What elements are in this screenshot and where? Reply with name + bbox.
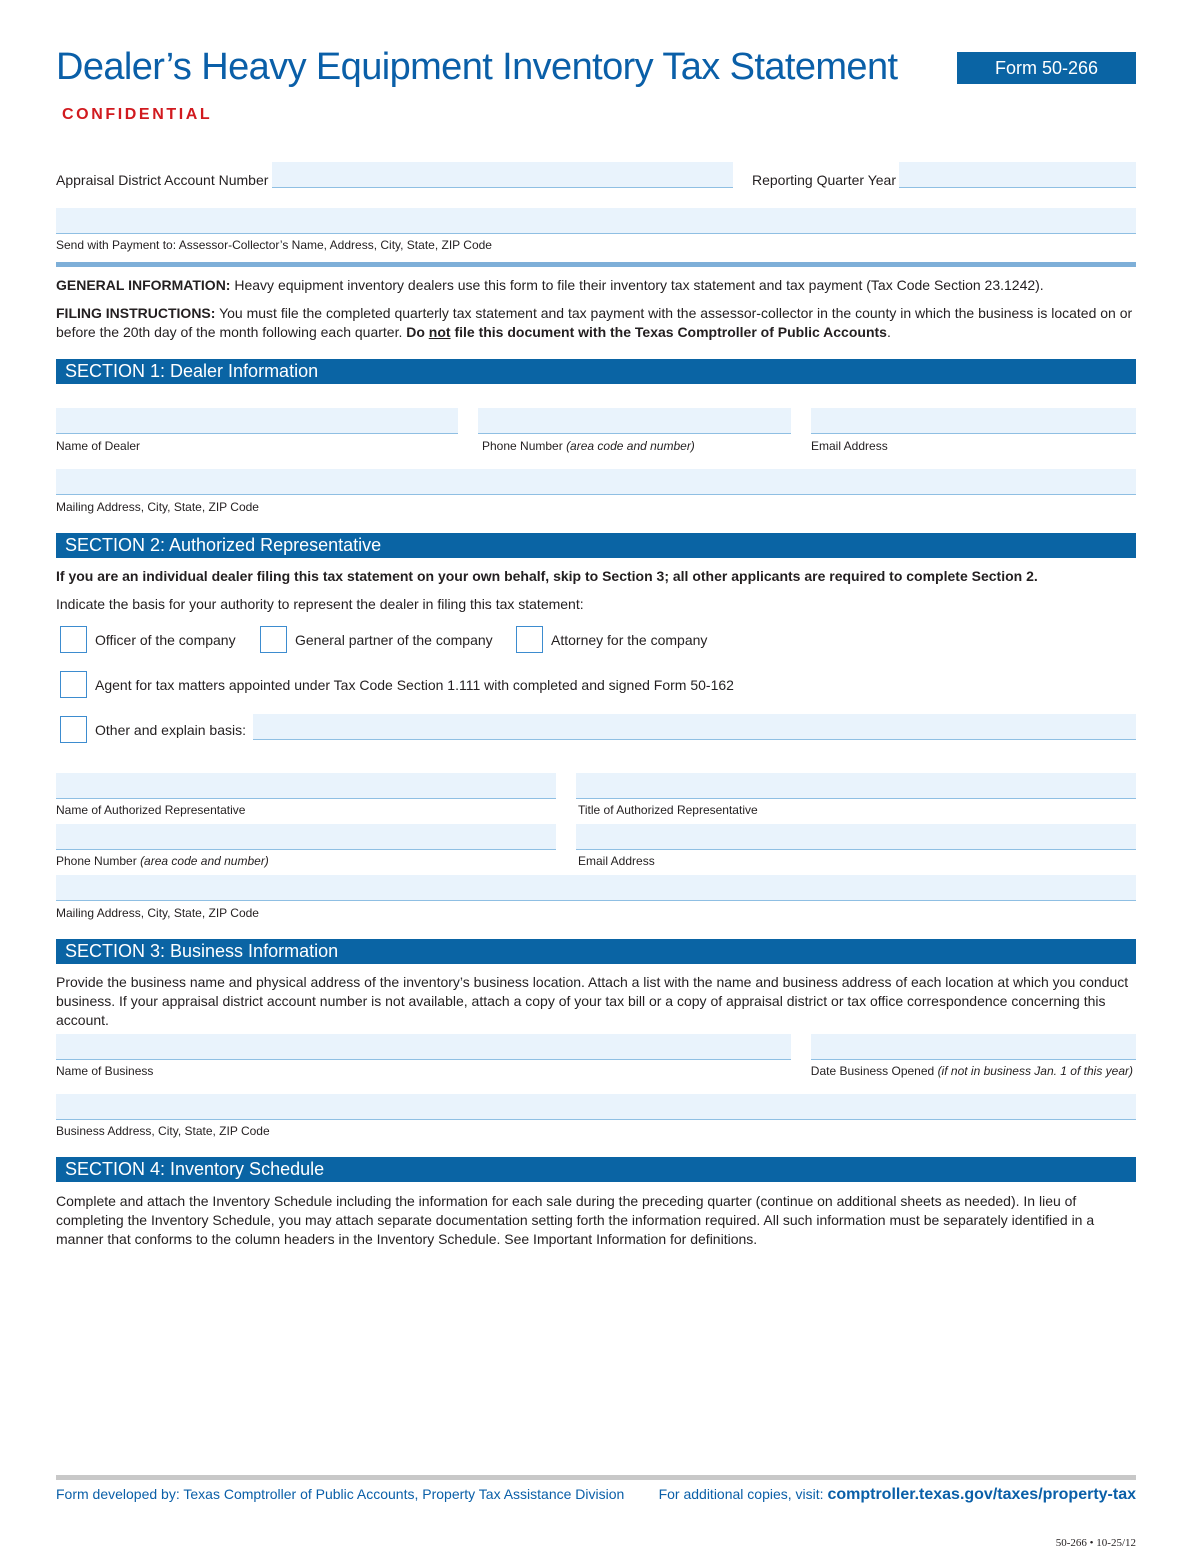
confidential-label: CONFIDENTIAL [62,106,213,123]
filing-do-text: Do [406,324,425,340]
officer-label: Officer of the company [95,632,236,648]
date-opened-hint: (if not in business Jan. 1 of this year) [937,1064,1133,1078]
filing-suffix-text: file this document with the Texas Comptroller of Public Accounts [454,324,887,340]
officer-checkbox[interactable] [60,626,87,653]
filing-instructions [56,304,1138,342]
section-2-header: SECTION 2: Authorized Representative [56,533,1136,558]
attorney-label: Attorney for the company [551,632,708,648]
form-revision-code: 50-266 • 10-25/12 [1055,1537,1136,1549]
business-address-label: Business Address, City, State, ZIP Code [56,1124,270,1138]
dealer-phone-hint: (area code and number) [566,439,695,453]
rep-mailing-input[interactable] [56,875,1136,901]
filing-not-text: not [428,324,451,340]
form-title: Dealer’s Heavy Equipment Inventory Tax Statement [56,46,898,88]
attorney-checkbox[interactable] [516,626,543,653]
dealer-email-input[interactable] [811,408,1136,434]
date-opened-input[interactable] [811,1034,1136,1060]
rep-phone-input[interactable] [56,824,556,850]
rep-name-label: Name of Authorized Representative [56,803,246,817]
rep-email-label: Email Address [578,854,655,868]
account-number-input[interactable] [272,162,733,188]
dealer-phone-input[interactable] [478,408,791,434]
section-2-instruction: If you are an individual dealer filing this tax statement on your own behalf, skip to Section 3; all other applicants are required to complete Section 2. [56,568,1038,584]
footer-divider [56,1475,1136,1480]
business-address-input[interactable] [56,1094,1136,1120]
rep-phone-label: Phone Number (area code and number) [56,854,269,868]
partner-label: General partner of the company [295,632,493,648]
send-payment-input[interactable] [56,208,1136,234]
dealer-mailing-input[interactable] [56,469,1136,495]
rep-mailing-label: Mailing Address, City, State, ZIP Code [56,906,259,920]
rep-title-input[interactable] [576,773,1136,799]
other-basis-input[interactable] [253,714,1136,740]
footer-developed-by: Form developed by: Texas Comptroller of Public Accounts, Property Tax Assistance Division [56,1486,625,1502]
partner-checkbox[interactable] [260,626,287,653]
form-number-badge: Form 50-266 [957,52,1136,84]
header-divider [56,262,1136,267]
section-3-header: SECTION 3: Business Information [56,939,1136,964]
dealer-name-label: Name of Dealer [56,439,141,453]
dealer-phone-label: Phone Number (area code and number) [482,439,695,453]
filing-instructions-heading: FILING INSTRUCTIONS: [56,305,216,321]
general-information [56,276,1138,295]
rep-phone-hint: (area code and number) [140,854,269,868]
reporting-quarter-label: Reporting Quarter Year [752,172,896,188]
send-payment-label: Send with Payment to: Assessor-Collector’s Name, Address, City, State, ZIP Code [56,238,492,252]
agent-label: Agent for tax matters appointed under Tax Code Section 1.111 with completed and signed Form 50-162 [95,677,734,693]
account-number-label: Appraisal District Account Number [56,172,269,188]
section-4-text: Complete and attach the Inventory Schedule including the information for each sale during the preceding quarter (continue on additional sheets as needed). In lieu of completing the Inventory Schedule, you may attach separate documentation setting forth the information required. All such information must be separately identified in a manner that conforms to the column headers in the Inventory Schedule. See Important Information for definitions. [56,1193,1095,1247]
general-information-text: Heavy equipment inventory dealers use this form to file their inventory tax statement and tax payment (Tax Code Section 23.1242). [234,277,1044,293]
dealer-name-input[interactable] [56,408,458,434]
rep-email-input[interactable] [576,824,1136,850]
section-4-header: SECTION 4: Inventory Schedule [56,1157,1136,1182]
business-name-label: Name of Business [56,1064,154,1078]
footer-copies [659,1486,1136,1504]
filing-instructions-text: You must file the completed quarterly tax statement and tax payment with the assessor-collector in the county in which the business is located on or before the 20th day of the month following each quarter. [56,305,1133,340]
date-opened-label: Date Business Opened (if not in business Jan. 1 of this year) [810,1064,1133,1078]
footer-copies-prefix: For additional copies, visit: [658,1486,824,1502]
business-name-input[interactable] [56,1034,791,1060]
agent-checkbox[interactable] [60,671,87,698]
rep-title-label: Title of Authorized Representative [578,803,758,817]
filing-end: . [886,324,891,340]
footer-copies-link[interactable]: comptroller.texas.gov/taxes/property-tax [827,1486,1136,1503]
dealer-email-label: Email Address [811,439,888,453]
other-label: Other and explain basis: [95,722,246,738]
section-1-header: SECTION 1: Dealer Information [56,359,1136,384]
rep-name-input[interactable] [56,773,556,799]
basis-prompt: Indicate the basis for your authority to represent the dealer in filing this tax statement: [56,596,584,612]
reporting-quarter-input[interactable] [899,162,1136,188]
dealer-mailing-label: Mailing Address, City, State, ZIP Code [56,500,259,514]
other-checkbox[interactable] [60,716,87,743]
section-3-text: Provide the business name and physical address of the inventory’s business location. Attach a list with the name and business address of each location at which you conduct business. If your appraisal district account number is not available, attach a copy of your tax bill or a copy of appraisal district or tax office correspondence concerning this account. [56,974,1129,1028]
general-information-heading: GENERAL INFORMATION: [56,277,231,293]
